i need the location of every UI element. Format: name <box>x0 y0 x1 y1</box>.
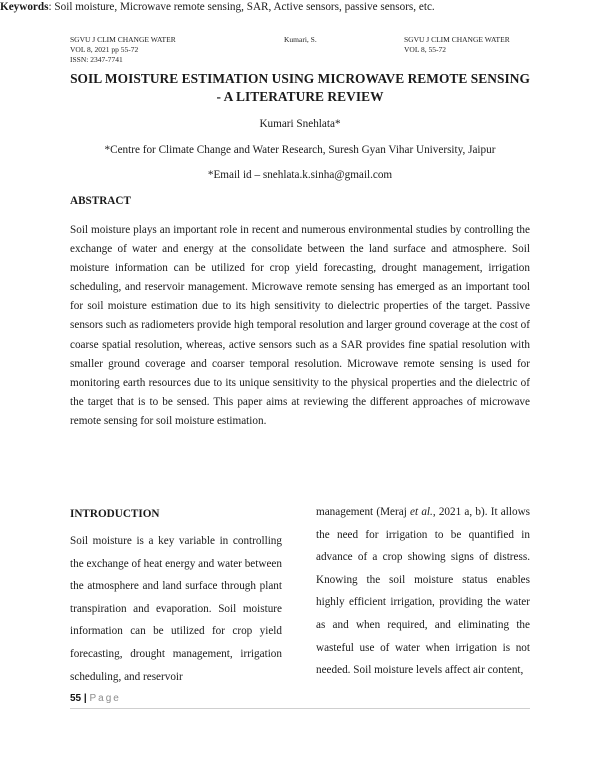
volume-pages: VOL 8, 2021 pp 55-72 <box>70 45 139 54</box>
page-label: Page <box>89 693 121 704</box>
right-text-before: management (Meraj <box>316 506 411 518</box>
page-number: 55 <box>70 693 82 704</box>
running-header-right <box>404 35 510 55</box>
introduction-text: Soil moisture is a key variable in controlling the exchange of heat energy and water between the atmosphere and land surface through plant transpiration and evaporation. Soil moisture information can be utilized for crop yield forecasting, drought management, irrigation scheduling, and reservoir <box>70 535 282 683</box>
citation-etal: et al. <box>410 506 433 518</box>
volume-right: VOL 8, 55-72 <box>404 45 447 54</box>
keywords-label: Keywords <box>0 1 49 13</box>
abstract-heading: ABSTRACT <box>70 195 131 207</box>
issn: ISSN: 2347-7741 <box>70 55 123 64</box>
page-footer <box>70 693 121 705</box>
right-text-after: , 2021 a, b). It allows the need for irrigation to be quantified in advance of a crop showing signs of distress. Knowing the soil moisture status enables highly efficient irrigation, providing the water as and when required, and eliminating the wasteful use of water when irrigation is not needed. Soil moisture levels affect air content, <box>316 506 531 677</box>
keywords-line <box>0 0 600 14</box>
journal-name-right: SGVU J CLIM CHANGE WATER <box>404 35 510 44</box>
running-header-left <box>70 35 176 65</box>
running-author: Kumari, S. <box>284 35 317 44</box>
running-header-center <box>284 35 317 45</box>
author-email: *Email id – snehlata.k.sinha@gmail.com <box>207 169 393 181</box>
journal-name: SGVU J CLIM CHANGE WATER <box>70 35 176 44</box>
page-separator: | <box>81 693 90 704</box>
introduction-heading: INTRODUCTION <box>70 508 160 520</box>
paper-title: SOIL MOISTURE ESTIMATION USING MICROWAVE REMOTE SENSING - A LITERATURE REVIEW <box>70 71 530 104</box>
right-column-text <box>316 501 530 682</box>
author-name: Kumari Snehlata* <box>259 118 341 130</box>
abstract-text: Soil moisture plays an important role in recent and numerous environmental studies by controlling the exchange of water and energy at the consolidate between the land surface and atmosphere. Soil moisture information can be utilized for crop yield forecasting, drought management, irrigation scheduling, and reservoir management. Microwave remote sensing has emerged as an important tool for soil moisture estimation due to its high sensitivity to dielectric properties of the target. Passive sensors such as radiometers provide high temporal resolution and larger ground coverage at the cost of coarse spatial resolution, whereas, active sensors such as a SAR provides fine spatial resolution with smaller ground coverage and coarser temporal resolution. Microwave remote sensing is used for monitoring earth resources due to its unique sensitivity to the physical properties and the dielectric of the target that is to be sensed. This paper aims at reviewing the different approaches of microwave remote sensing for soil moisture estimation. <box>70 224 530 427</box>
affiliation: *Centre for Climate Change and Water Research, Suresh Gyan Vihar University, Jaipur <box>104 144 496 156</box>
keywords-text: : Soil moisture, Microwave remote sensing, SAR, Active sensors, passive sensors, etc. <box>48 1 435 13</box>
footer-divider <box>70 708 530 709</box>
